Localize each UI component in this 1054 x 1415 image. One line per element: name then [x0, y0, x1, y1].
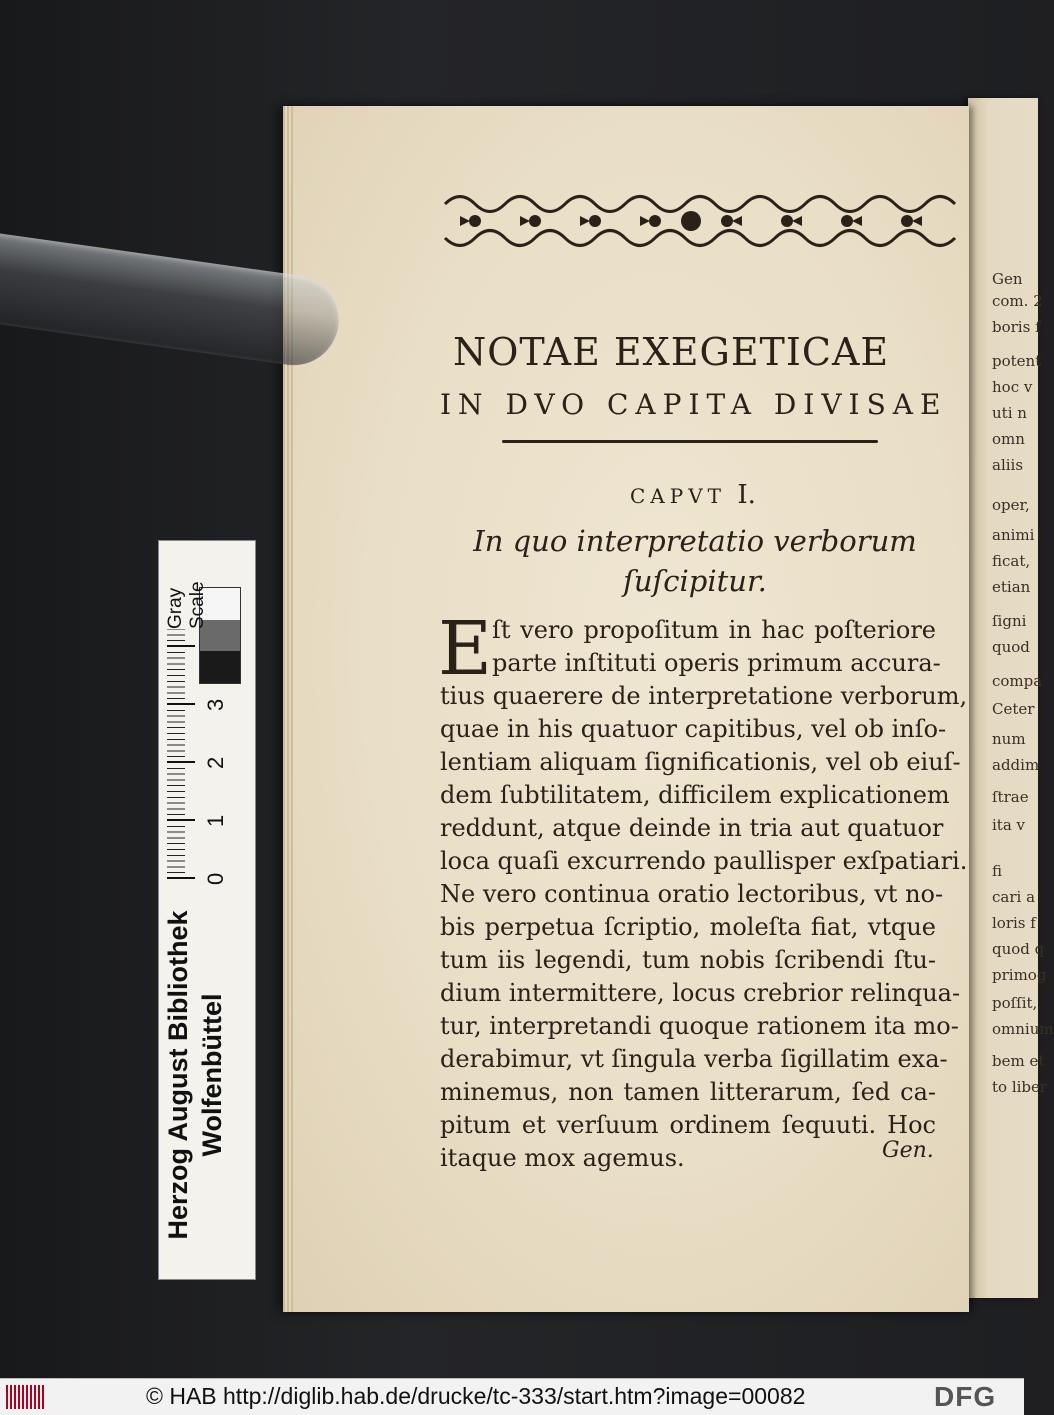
body-line: bis perpetua ſcriptio, moleſta fiat, vtque	[440, 913, 936, 941]
next-page-fragment: com. 2	[992, 292, 1043, 310]
next-page-fragment: omn	[992, 430, 1025, 448]
body-line: reddunt, atque deinde in tria aut quatuor	[440, 814, 944, 842]
chapter-heading	[630, 480, 756, 510]
body-line: loca quaſi excurrendo paullisper exſpatiari.	[440, 847, 968, 875]
footer-bar	[0, 1378, 1024, 1415]
chapter-number: I.	[737, 480, 756, 510]
page-title: NOTAE EXEGETICAE	[453, 330, 890, 374]
body-line: dem ſubtilitatem, difficilem explicationem	[440, 781, 950, 809]
next-page-fragment: quod q	[992, 940, 1045, 958]
body-line: pitum et verſuum ordinem ſequuti. Hoc	[440, 1111, 936, 1139]
body-line: ſt vero propoſitum in hac poſteriore	[492, 616, 936, 644]
next-page-fragment: ſtrae	[992, 788, 1029, 806]
next-page-fragment: bem et	[992, 1052, 1045, 1070]
dfg-logo: DFG	[934, 1381, 997, 1412]
body-line: itaque mox agemus.	[440, 1144, 685, 1172]
gray-scale-label: Gray Scale	[165, 581, 208, 629]
next-page-fragment: potent	[992, 352, 1042, 370]
next-page-fragment: aliis	[992, 456, 1024, 474]
next-page-fragment: num	[992, 730, 1026, 748]
chapter-subheading-line-1: In quo interpretatio verborum	[473, 524, 917, 558]
next-page-fragment: cari a	[992, 888, 1036, 906]
ruler-number: 2	[203, 756, 228, 769]
next-page-fragment: quod	[992, 638, 1030, 656]
body-line: quae in his quatuor capitibus, vel ob inſo-	[440, 715, 947, 743]
body-line: tius quaerere de interpretatione verborum,	[440, 682, 968, 710]
next-page-fragment: primog	[992, 966, 1047, 984]
next-page-fragment: Ceter	[992, 700, 1035, 718]
next-page-fragment: to liber	[992, 1078, 1048, 1096]
barcode-icon	[6, 1385, 46, 1409]
body-line: minemus, non tamen litterarum, ſed ca-	[440, 1078, 936, 1106]
next-page-fragment: omnium	[992, 1020, 1054, 1038]
next-page-fragment: boris f	[992, 318, 1041, 336]
body-line: Ne vero continua oratio lectoribus, vt no-	[440, 880, 944, 908]
ruler-institution-line-1: Herzog August Bibliothek	[163, 910, 193, 1240]
next-page-fragment: oper,	[992, 496, 1030, 514]
next-page-fragment: fi	[992, 862, 1003, 880]
next-page-fragment: animi	[992, 526, 1035, 544]
body-line: lentiam aliquam ſignificationis, vel ob eiuſ-	[440, 748, 961, 776]
next-page-fragment: ficat,	[992, 552, 1031, 570]
ruler-institution-line-2: Wolfenbüttel	[197, 993, 227, 1157]
next-page-fragment: poſſit,	[992, 994, 1038, 1012]
ruler-number: 1	[203, 814, 228, 827]
page-subtitle: IN DVO CAPITA DIVISAE	[440, 388, 948, 421]
body-line: tum iis legendi, tum nobis ſcribendi ſtu-	[440, 946, 936, 974]
next-page-fragment: hoc v	[992, 378, 1033, 396]
ornament-headpiece	[440, 186, 942, 256]
ruler-major-ticks	[167, 629, 195, 879]
next-page-fragment: loris f	[992, 914, 1036, 932]
body-line: dium intermittere, locus crebrior relinqua-	[440, 979, 961, 1007]
ruler-number: 0	[203, 872, 228, 885]
next-page-fragment: compa	[992, 672, 1043, 690]
body-line: parte inſtituti operis primum accura-	[492, 649, 941, 677]
body-line: tur, interpretandi quoque rationem ita mo-	[440, 1012, 959, 1040]
title-rule	[502, 440, 878, 443]
next-page-fragment: ſigni	[992, 612, 1027, 630]
next-page-fragment: etian	[992, 578, 1031, 596]
color-scale-ruler	[158, 540, 256, 1280]
catchword: Gen.	[882, 1138, 934, 1163]
next-page-fragment: Gen	[992, 270, 1023, 288]
footer-copyright-link[interactable]: © HAB http://diglib.hab.de/drucke/tc-333/start.htm?image=00082	[146, 1383, 806, 1409]
drop-cap: E	[438, 606, 493, 692]
chapter-subheading-line-2: ſuſcipitur.	[623, 564, 767, 598]
ruler-number: 3	[203, 698, 228, 711]
next-page-fragment: uti n	[992, 404, 1027, 422]
chapter-label: CAPVT	[630, 484, 726, 508]
ruler-institution	[161, 885, 229, 1265]
body-line: derabimur, vt ſingula verba ſigillatim exa-	[440, 1045, 948, 1073]
next-page-fragment: addim	[992, 756, 1040, 774]
next-page-fragment: ita v	[992, 816, 1026, 834]
